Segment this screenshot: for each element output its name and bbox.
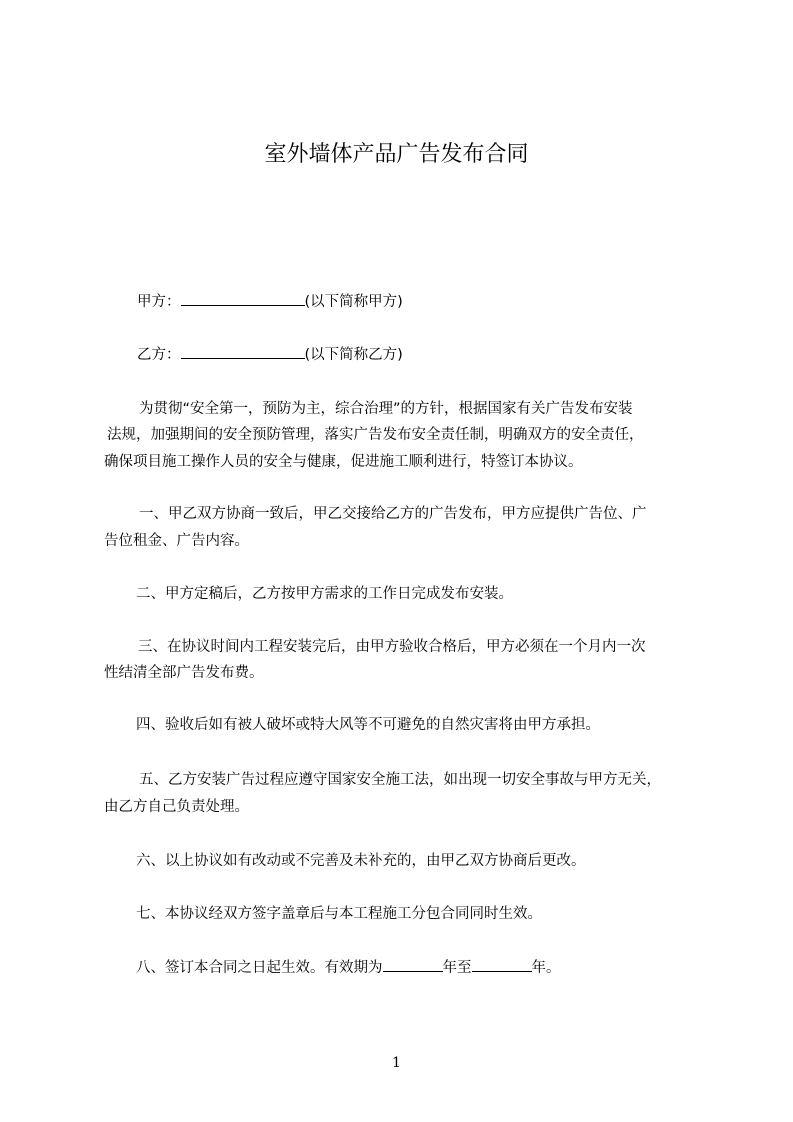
clause-3-line-1: 三、在协议时间内工程安装完后，由甲方验收合格后，甲方必须在一个月内一次: [138, 639, 646, 655]
clause-7: 七、本协议经双方签字盖章后与本工程施工分包合同同时生效。: [136, 906, 542, 922]
validity-end-blank[interactable]: [472, 956, 532, 972]
clause-4: 四、验收后如有被人破坏或特大风等不可避免的自然灾害将由甲方承担。: [136, 717, 600, 733]
clause-1-line-2: 告位租金、广告内容。: [104, 533, 249, 549]
clause-6: 六、以上协议如有改动或不完善及未补充的，由甲乙双方协商后更改。: [136, 853, 586, 869]
clause-5-line-2: 由乙方自己负责处理。: [104, 799, 249, 815]
party-a-line: [137, 290, 747, 313]
clause-8-prefix: 八、签订本合同之日起生效。有效期为: [136, 960, 383, 976]
validity-start-blank[interactable]: [383, 956, 443, 972]
party-b-line: [137, 343, 747, 366]
party-a-label: 甲方：: [137, 294, 181, 310]
party-a-blank[interactable]: [181, 290, 305, 306]
party-b-label: 乙方：: [137, 347, 181, 363]
preamble-line-3: 确保项目施工操作人员的安全与健康，促进施工顺利进行，特签订本协议。: [104, 454, 583, 470]
party-a-suffix: (以下简称甲方): [304, 294, 403, 310]
document-title: 室外墙体产品广告发布合同: [264, 142, 529, 167]
preamble-line-2: 法规，加强期间的安全预防管理，落实广告发布安全责任制，明确双方的安全责任，: [107, 427, 644, 443]
clause-3-line-2: 性结清全部广告发布费。: [104, 665, 264, 681]
clause-8-suffix: 年。: [531, 960, 561, 976]
page-number: 1: [392, 1055, 401, 1071]
clause-8: [136, 956, 746, 979]
party-b-suffix: (以下简称乙方): [304, 347, 403, 363]
clause-5-line-1: 五、乙方安装广告过程应遵守国家安全施工法，如出现一切安全事故与甲方无关，: [139, 772, 661, 788]
party-b-blank[interactable]: [181, 343, 305, 359]
clause-2: 二、甲方定稿后，乙方按甲方需求的工作日完成发布安装。: [136, 586, 513, 602]
clause-1-line-1: 一、甲乙双方协商一致后，甲乙交接给乙方的广告发布，甲方应提供广告位、广: [139, 506, 647, 522]
preamble-line-1: 为贯彻“安全第一，预防为主，综合治理”的方针，根据国家有关广告发布安装: [139, 401, 633, 417]
clause-8-mid: 年至: [442, 960, 472, 976]
